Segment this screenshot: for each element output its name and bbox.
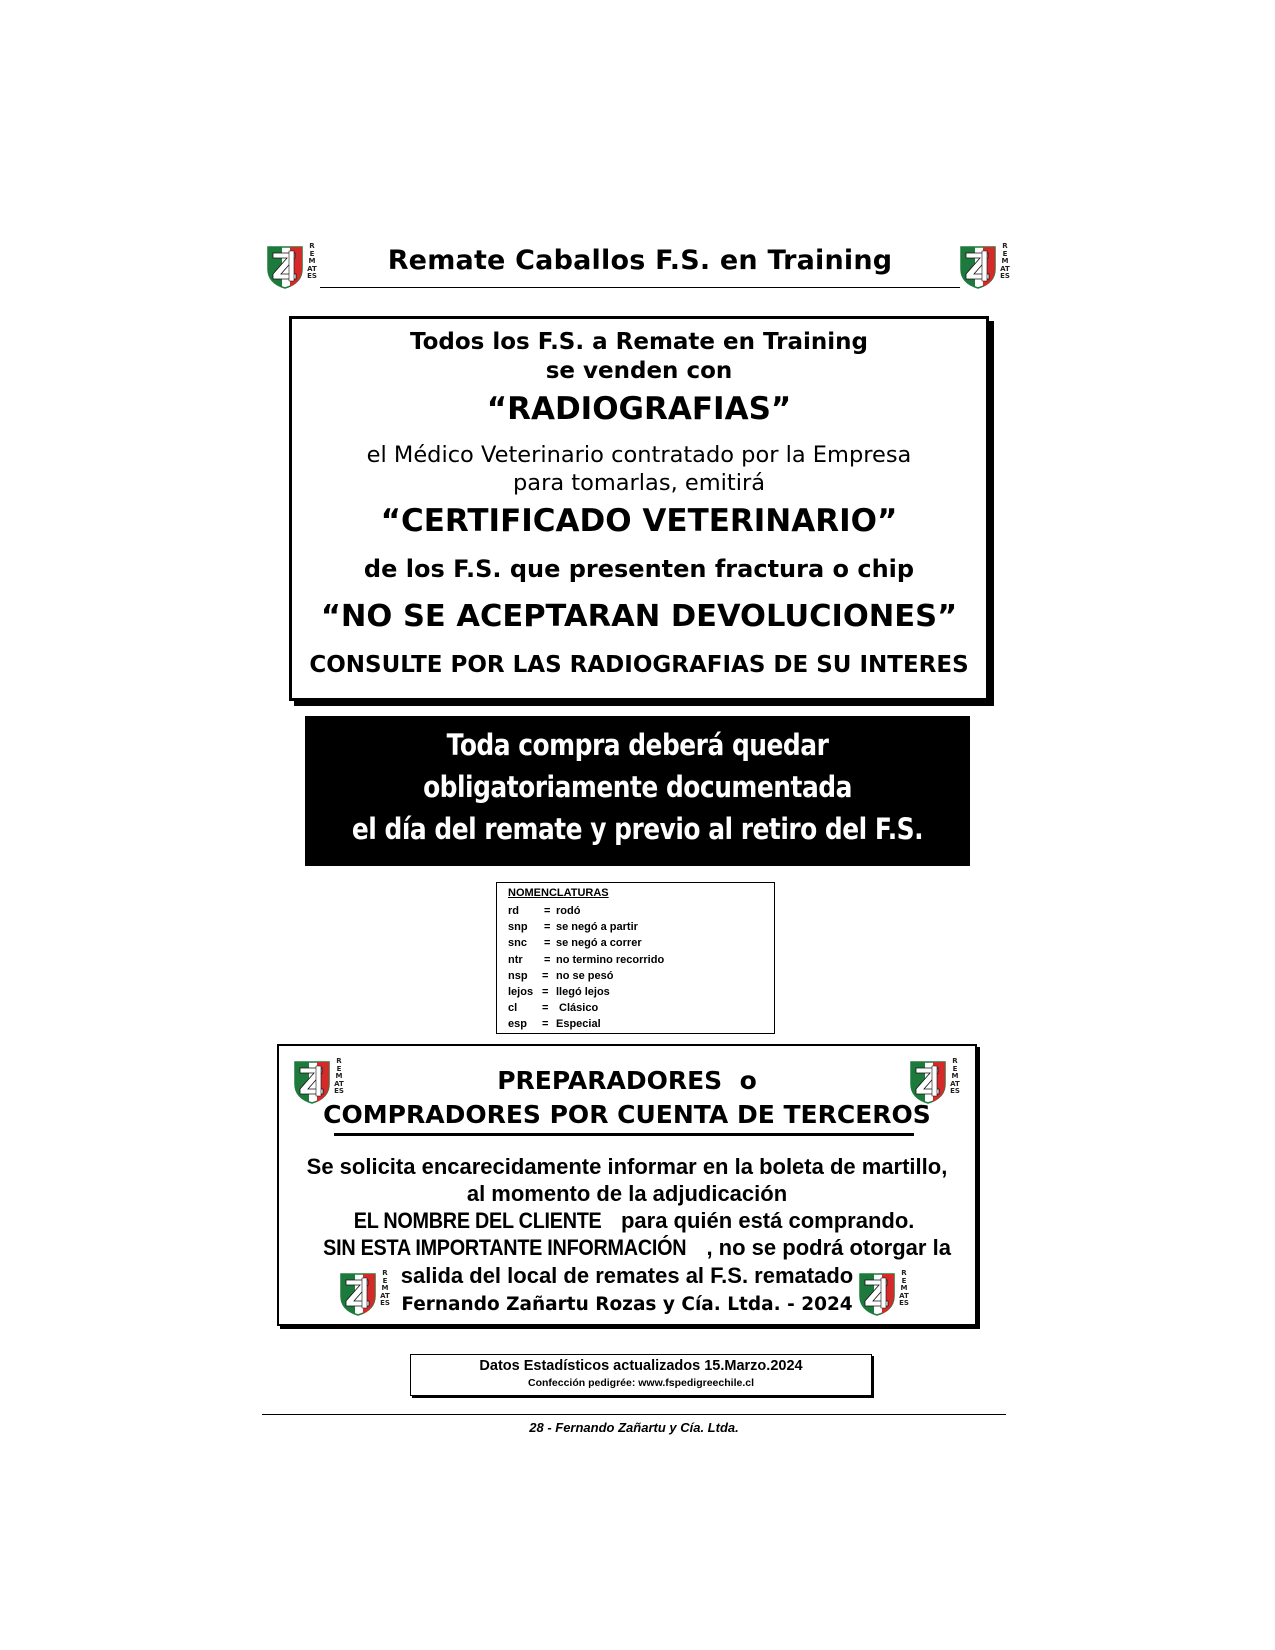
black-box-line-2: obligatoriamente documentada xyxy=(423,770,852,804)
datos-updated-line: Datos Estadísticos actualizados 15.Marzo.2024 xyxy=(479,1358,803,1374)
nomenclatura-abbr: ntr xyxy=(508,953,523,966)
nomenclatura-equals: = xyxy=(542,1018,549,1031)
logo-side-text: REMATES xyxy=(950,1057,960,1096)
nomenclatura-meaning: no se pesó xyxy=(556,969,614,982)
preparadores-title-1: PREPARADORES o xyxy=(497,1066,757,1095)
documentation-notice-box xyxy=(305,716,970,866)
nomenclatura-meaning: Especial xyxy=(556,1018,601,1031)
nomenclatura-equals: = xyxy=(544,937,551,950)
notice-line-5: para tomarlas, emitirá xyxy=(513,470,765,496)
nomenclatura-row xyxy=(508,921,758,936)
nomenclatura-equals: = xyxy=(542,986,549,998)
company-signature: Fernando Zañartu Rozas y Cía. Ltda. - 2024 xyxy=(401,1294,853,1315)
nomenclatura-meaning: se negó a correr xyxy=(556,937,642,950)
black-box-line-3: el día del remate y previo al retiro del F.S. xyxy=(351,812,924,846)
nomenclatura-abbr: rd xyxy=(508,905,519,917)
logo-side-text: REMATES xyxy=(1000,242,1010,281)
nomenclatura-abbr: lejos xyxy=(508,986,534,998)
logo-side-text: REMATES xyxy=(380,1269,390,1308)
notice-line-1: Todos los F.S. a Remate en Training xyxy=(409,329,869,355)
black-box-line-1: Toda compra deberá quedar xyxy=(446,728,829,762)
preparadores-title-2: COMPRADORES POR CUENTA DE TERCEROS xyxy=(323,1100,931,1129)
nomenclatura-abbr: esp xyxy=(508,1018,527,1031)
preparadores-text-1: Se solicita encarecidamente informar en la boleta de martillo, xyxy=(306,1154,948,1179)
nomenclatura-abbr: nsp xyxy=(508,969,528,982)
preparadores-notice-box xyxy=(277,1044,977,1326)
nomenclatura-equals: = xyxy=(544,921,551,934)
nomenclatura-equals: = xyxy=(542,1002,549,1015)
header-divider xyxy=(320,287,960,288)
preparadores-text-4 xyxy=(279,1235,975,1261)
nomenclatura-abbr: snp xyxy=(508,921,528,934)
nomenclatura-meaning: llegó lejos xyxy=(556,986,610,998)
nomenclatura-equals: = xyxy=(542,969,549,982)
nomenclatura-meaning: Clásico xyxy=(556,1002,599,1015)
logo-header-left xyxy=(264,243,320,289)
notice-consulte-line: CONSULTE POR LAS RADIOGRAFIAS DE SU INTERES xyxy=(309,652,969,678)
radiografias-notice-box xyxy=(289,316,989,701)
nomenclatura-equals: = xyxy=(544,953,551,966)
notice-line-7: de los F.S. que presenten fractura o chip xyxy=(363,555,915,583)
page-footer: 28 - Fernando Zañartu y Cía. Ltda. xyxy=(529,1420,739,1435)
logo-side-text: REMATES xyxy=(899,1269,909,1308)
logo-side-text: REMATES xyxy=(307,242,317,281)
nomenclatura-row xyxy=(508,1002,758,1017)
notice-certificado-heading: “CERTIFICADO VETERINARIO” xyxy=(380,503,898,539)
nomenclatura-abbr: cl xyxy=(508,1002,518,1015)
footer-divider xyxy=(262,1414,1006,1415)
nomenclatura-equals: = xyxy=(544,905,551,917)
nombre-cliente-emphasis: EL NOMBRE DEL CLIENTE xyxy=(353,1208,602,1233)
nomenclatura-meaning: no termino recorrido xyxy=(556,953,665,966)
notice-line-2: se venden con xyxy=(545,358,733,384)
nomenclatura-row xyxy=(508,1018,758,1033)
zr-logo-mark xyxy=(264,243,306,289)
pedigree-credit-line: Confección pedigrée: www.fspedigreechile.cl xyxy=(528,1377,754,1389)
notice-radiografias-heading: “RADIOGRAFIAS” xyxy=(486,391,792,427)
nomenclatura-abbr: snc xyxy=(508,937,527,950)
preparadores-divider xyxy=(334,1133,914,1136)
nomenclatura-meaning: se negó a partir xyxy=(556,921,638,934)
preparadores-text-5: salida del local de remates al F.S. rematado xyxy=(400,1263,854,1288)
datos-estadisticos-box xyxy=(410,1354,872,1396)
page-title: Remate Caballos F.S. en Training xyxy=(387,245,893,276)
nomenclatura-row xyxy=(508,970,758,985)
preparadores-text-3-rest: para quién está comprando. xyxy=(614,1208,915,1233)
nomenclaturas-box xyxy=(496,882,775,1034)
notice-line-4: el Médico Veterinario contratado por la Empresa xyxy=(366,442,912,468)
preparadores-text-3 xyxy=(279,1208,975,1234)
zr-logo-mark xyxy=(957,243,999,289)
nomenclatura-meaning: rodó xyxy=(556,905,581,917)
nomenclatura-row xyxy=(508,954,758,969)
nomenclatura-row xyxy=(508,986,758,1001)
nomenclatura-row xyxy=(508,937,758,952)
nomenclatura-row xyxy=(508,905,758,920)
preparadores-text-4-rest: , no se podrá otorgar la xyxy=(706,1235,951,1260)
preparadores-text-2: al momento de la adjudicación xyxy=(466,1181,788,1206)
logo-header-right xyxy=(957,243,1013,289)
logo-side-text: REMATES xyxy=(334,1057,344,1096)
nomenclaturas-title: NOMENCLATURAS xyxy=(508,887,609,899)
notice-devoluciones-heading: “NO SE ACEPTARAN DEVOLUCIONES” xyxy=(320,599,958,634)
sin-informacion-emphasis: SIN ESTA IMPORTANTE INFORMACIÓN xyxy=(323,1235,687,1260)
